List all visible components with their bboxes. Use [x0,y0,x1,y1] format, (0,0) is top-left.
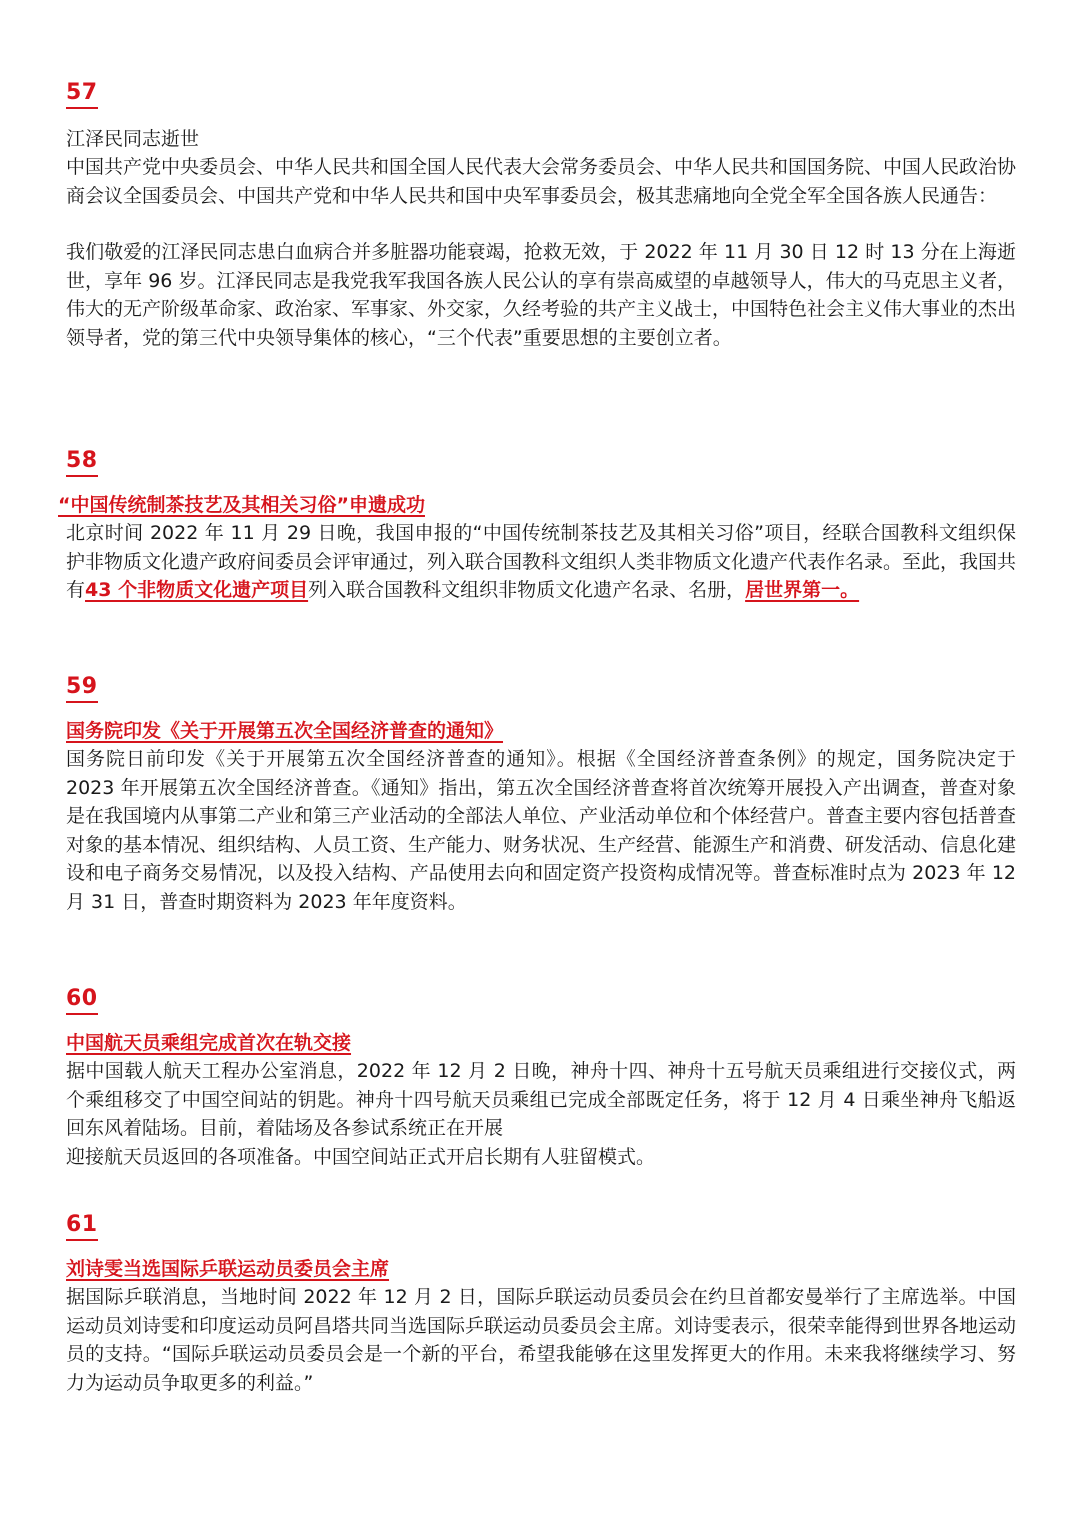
highlight-link[interactable]: 43 个非物质文化遗产项目 [85,579,309,602]
item-paragraph [66,519,1016,605]
news-item-58 [58,448,1017,605]
item-number: 61 [66,1212,98,1241]
item-paragraph: 迎接航天员返回的各项准备。中国空间站正式开启长期有人驻留模式。 [66,1145,656,1168]
item-title[interactable]: 刘诗雯当选国际乒联运动员委员会主席 [66,1258,390,1280]
body-text: 列入联合国教科文组织非物质文化遗产名录、名册， [308,579,746,602]
item-title[interactable]: 国务院印发《关于开展第五次全国经济普查的通知》 [66,720,504,742]
item-number: 58 [66,448,98,477]
item-paragraph: 国务院日前印发《关于开展第五次全国经济普查的通知》。根据《全国经济普查条例》的规定，国务院决定于 2023 年开展第五次全国经济普查。《通知》指出，第五次全国经济普查将首次统筹开展投入产出调查，普查对象是在我国境内从事第二产业和第三产业活动的全部法人单位、产业活动单位和个体经营户。普查主要内容包括普查对象的基本情况、组织结构、人员工资、生产能力、财务状况、生产经营、能源生产和消费、研发活动、信息化建设和电子商务交易情况，以及投入结构、产品使用去向和固定资产投资构成情况等。普查标准时点为 2023 年 12 月 31 日，普查时期资料为 2023 年年度资料。 [66,748,1017,913]
item-number: 57 [66,80,98,109]
item-title[interactable]: “中国传统制茶技艺及其相关习俗”申遗成功 [58,494,425,516]
news-item-59 [66,674,1016,917]
news-item-57 [66,80,1016,353]
item-paragraph: 我们敬爱的江泽民同志患白血病合并多脏器功能衰竭，抢救无效，于 2022 年 11 月 30 日 12 时 13 分在上海逝世，享年 96 岁。江泽民同志是我党我军我国各族人民公认的享有崇高威望的卓越领导人，伟大的马克思主义者，伟大的无产阶级革命家、政治家、军事家、外交家，久经考验的共产主义战士，中国特色社会主义伟大事业的杰出领导者，党的第三代中央领导集体的核心，“三个代表”重要思想的主要创立者。 [66,241,1017,349]
item-paragraph: 据国际乒联消息，当地时间 2022 年 12 月 2 日，国际乒联运动员委员会在约旦首都安曼举行了主席选举。中国运动员刘诗雯和印度运动员阿昌塔共同当选国际乒联运动员委员会主席。刘诗雯表示，很荣幸能得到世界各地运动员的支持。“国际乒联运动员委员会是一个新的平台，希望我能够在这里发挥更大的作用。未来我将继续学习、努力为运动员争取更多的利益。” [66,1286,1017,1394]
item-paragraph: 中国共产党中央委员会、中华人民共和国全国人民代表大会常务委员会、中华人民共和国国务院、中国人民政治协商会议全国委员会、中国共产党和中华人民共和国中央军事委员会，极其悲痛地向全党全军全国各族人民通告： [66,156,1017,207]
item-number: 59 [66,674,98,703]
item-title[interactable]: 中国航天员乘组完成首次在轨交接 [66,1032,352,1054]
item-paragraph: 据中国载人航天工程办公室消息，2022 年 12 月 2 日晚，神舟十四、神舟十五号航天员乘组进行交接仪式，两个乘组移交了中国空间站的钥匙。神舟十四号航天员乘组已完成全部既定任务，将于 12 月 4 日乘坐神舟飞船返回东风着陆场。目前，着陆场及各参试系统正在开展 [66,1060,1016,1140]
highlight-link[interactable]: 居世界第一。 [745,579,860,602]
news-item-61 [66,1212,1016,1397]
body-text: 北京时间 2022 年 11 月 29 日晚，我国申报的“中国传统制茶技艺及其相关习俗”项目，经联合国教科文组织保护非物质文化遗产政府间委员会评审通过，列入联合国教科文组织人类非物质文化遗产代表作名录。至此，我国共有 [66,522,1017,602]
item-title: 江泽民同志逝世 [66,128,200,150]
news-item-60 [66,986,1016,1171]
item-number: 60 [66,986,98,1015]
